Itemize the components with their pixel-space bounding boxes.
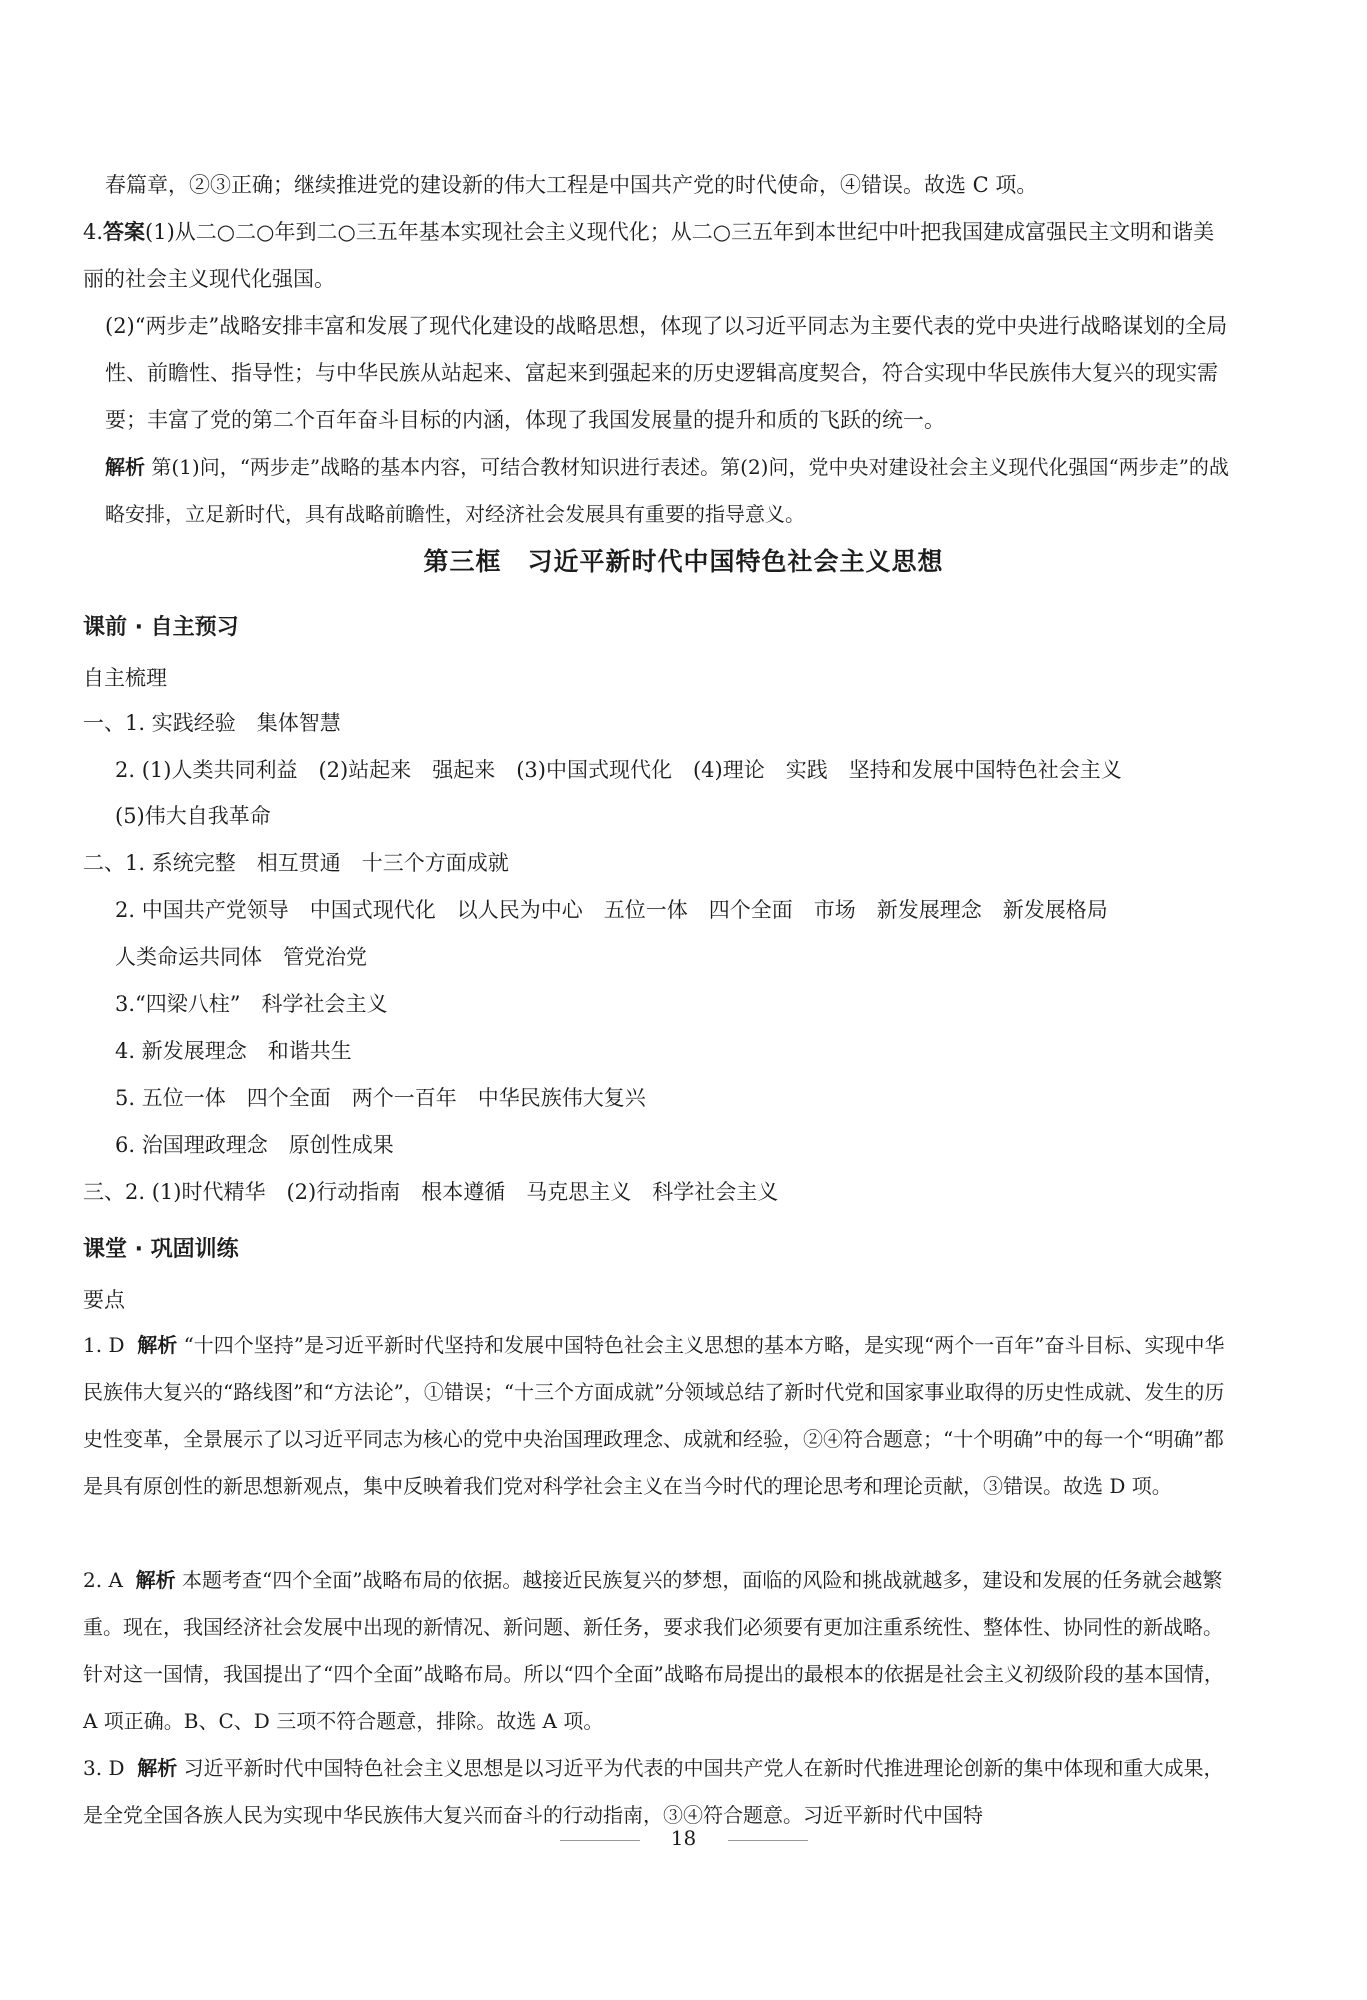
analysis-label: 解析 — [135, 1568, 176, 1592]
subheading-key-points: 要点 — [83, 1288, 125, 1312]
answer-item-1: 1. D 解析 “十四个坚持”是习近平新时代坚持和发展中国特色社会主义思想的基本方略，是实现“两个一百年”奋斗目标、实现中华民族伟大复兴的“路线图”和“方法论”，①错误；“十三个方面成就”分领域总结了新时代党和国家事业取得的历史性成就、发生的历史性变革，全景展示了以习近平同志为核心的党中央治国理政理念、成就和经验，②④符合题意；“十个明确”中的每一个“明确”都是具有原创性的新思想新观点，集中反映着我们党对科学社会主义在当今时代的理论思考和理论贡献，③错误。故选 D 项。 — [83, 1333, 1225, 1498]
section-heading-practice: 课堂 · 巩固训练 — [83, 1237, 239, 1262]
question-4-answer-part2: (2)“两步走”战略安排丰富和发展了现代化建设的战略思想，体现了以习近平同志为主要代表的党中央进行战略谋划的全局性、前瞻性、指导性；与中华民族从站起来、富起来到强起来的历史逻辑高度契合，符合实现中华民族伟大复兴的现实需要；丰富了党的第二个百年奋斗目标的内涵，体现了我国发展量的提升和质的飞跃的统一。 — [105, 314, 1228, 432]
list-item: 5. 五位一体 四个全面 两个一百年 中华民族伟大复兴 — [115, 1086, 646, 1110]
page-footer — [0, 1826, 1367, 1856]
list-item: 3.“四梁八柱” 科学社会主义 — [115, 992, 388, 1016]
list-item: 一、1. 实践经验 集体智慧 — [83, 711, 341, 735]
analysis-label: 解析 — [137, 1333, 178, 1357]
analysis-label: 解析 — [137, 1756, 178, 1780]
answer-item-3: 3. D 解析 习近平新时代中国特色社会主义思想是以习近平为代表的中国共产党人在新时代推进理论创新的集中体现和重大成果，是全党全国各族人民为实现中华民族伟大复兴而奋斗的行动指南，③④符合题意。习近平新时代中国特 — [83, 1756, 1224, 1827]
list-item: 4. 新发展理念 和谐共生 — [115, 1039, 352, 1063]
list-item: 二、1. 系统完整 相互贯通 十三个方面成就 — [83, 851, 509, 875]
list-item: 2. 中国共产党领导 中国式现代化 以人民为中心 五位一体 四个全面 市场 新发展理念 新发展格局 — [115, 898, 1108, 922]
list-item: 6. 治国理政理念 原创性成果 — [115, 1133, 394, 1157]
answer-label: 答案 — [103, 220, 146, 244]
list-item: (5)伟大自我革命 — [115, 804, 271, 828]
list-item: 人类命运共同体 管党治党 — [115, 945, 367, 969]
list-item: 2. (1)人类共同利益 (2)站起来 强起来 (3)中国式现代化 (4)理论 实践 坚持和发展中国特色社会主义 — [115, 758, 1122, 782]
page-number: 18 — [670, 1826, 697, 1850]
section-title: 第三框 习近平新时代中国特色社会主义思想 — [423, 547, 944, 576]
question-4-analysis: 解析 第(1)问，“两步走”战略的基本内容，可结合教材知识进行表述。第(2)问，党中央对建设社会主义现代化强国“两步走”的战略安排，立足新时代，具有战略前瞻性，对经济社会发展具有重要的指导意义。 — [105, 455, 1229, 526]
list-item: 三、2. (1)时代精华 (2)行动指南 根本遵循 马克思主义 科学社会主义 — [83, 1180, 779, 1204]
continuation-line: 春篇章，②③正确；继续推进党的建设新的伟大工程是中国共产党的时代使命，④错误。故选 C 项。 — [105, 173, 1038, 197]
analysis-label: 解析 — [105, 455, 145, 479]
answer-item-2: 2. A 解析 本题考查“四个全面”战略布局的依据。越接近民族复兴的梦想，面临的风险和挑战就越多，建设和发展的任务就会越繁重。现在，我国经济社会发展中出现的新情况、新问题、新任务，要求我们必须要有更加注重系统性、整体性、协同性的新战略。针对这一国情，我国提出了“四个全面”战略布局。所以“四个全面”战略布局提出的最根本的依据是社会主义初级阶段的基本国情，A 项正确。B、C、D 三项不符合题意，排除。故选 A 项。 — [83, 1568, 1224, 1733]
question-4-answer: 4.答案(1)从二○二○年到二○三五年基本实现社会主义现代化；从二○三五年到本世纪中叶把我国建成富强民主文明和谐美丽的社会主义现代化强国。 — [83, 220, 1215, 291]
footer-rule-right — [728, 1840, 808, 1841]
section-heading-preview: 课前 · 自主预习 — [83, 615, 239, 640]
subheading-self-review: 自主梳理 — [83, 666, 167, 690]
